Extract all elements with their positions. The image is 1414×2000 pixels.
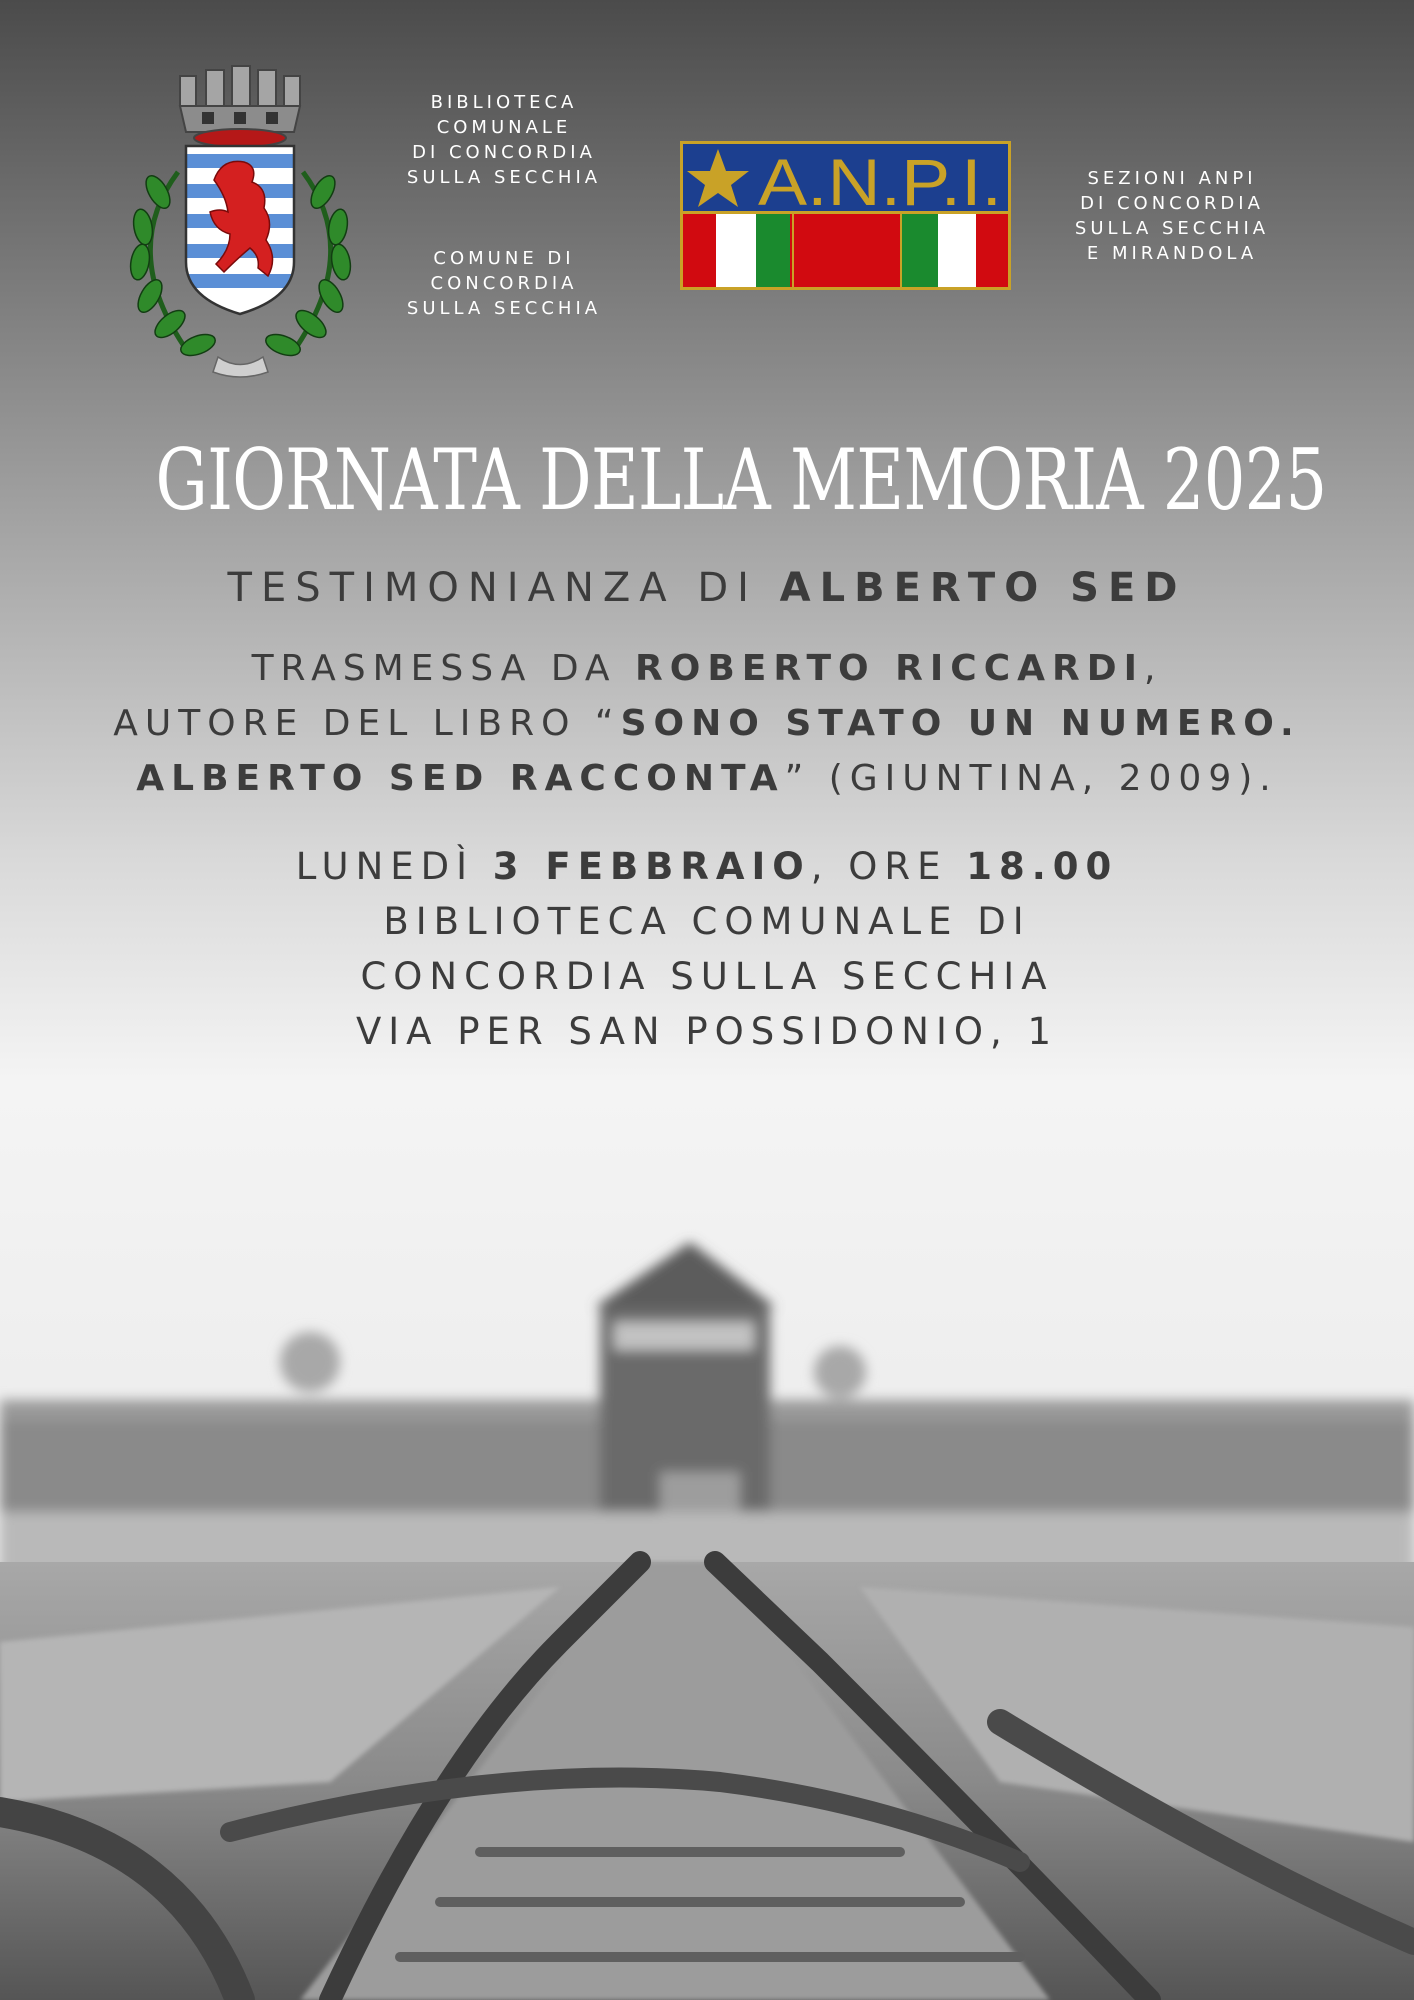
event-venue-line-1: BIBLIOTECA COMUNALE DI (383, 900, 1031, 943)
book-title-part1: SONO STATO UN NUMERO. (620, 703, 1301, 744)
witness-name: ALBERTO SED (779, 565, 1187, 611)
event-date: 3 FEBBRAIO (492, 845, 811, 888)
anpi-logo (680, 141, 1011, 290)
book-title-line (0, 758, 1414, 799)
library-label: BIBLIOTECA COMUNALE DI CONCORDIA SULLA SECCHIA (406, 92, 602, 188)
transmitted-by-line (0, 648, 1414, 689)
author-name: ROBERTO RICCARDI (635, 648, 1144, 689)
book-author-line (0, 703, 1414, 744)
municipality-label: COMUNE DI CONCORDIA SULLA SECCHIA (406, 248, 602, 319)
event-venue-line-2: CONCORDIA SULLA SECCHIA (360, 955, 1054, 998)
railway-tracks-photo (0, 1082, 1414, 2000)
book-publisher: ” (GIUNTINA, 2009). (784, 758, 1278, 799)
book-title-part2: ALBERTO SED RACCONTA (136, 758, 785, 799)
event-date-line (0, 845, 1414, 888)
coat-of-arms-logo (118, 62, 363, 382)
event-address: VIA PER SAN POSSIDONIO, 1 (355, 1010, 1059, 1053)
event-time: 18.00 (966, 845, 1119, 888)
shield-icon (178, 142, 308, 322)
testimony-line (0, 565, 1414, 611)
anpi-sections-label: SEZIONI ANPI DI CONCORDIA SULLA SECCHIA E MIRANDOLA (1074, 168, 1270, 264)
event-day: LUNEDÌ (295, 845, 493, 888)
event-time-prefix: , ORE (810, 845, 967, 888)
transmitted-by-prefix: TRASMESSA DA (251, 648, 635, 689)
poster-title: GIORNATA DELLA MEMORIA 2025 (155, 431, 1327, 529)
mural-crown-icon (180, 66, 300, 147)
anpi-logo-text: A.N.P.I. (758, 145, 1002, 219)
book-author-prefix: AUTORE DEL LIBRO “ (113, 703, 621, 744)
testimony-prefix: TESTIMONIANZA DI (227, 565, 780, 611)
transmitted-by-suffix: , (1143, 648, 1163, 689)
